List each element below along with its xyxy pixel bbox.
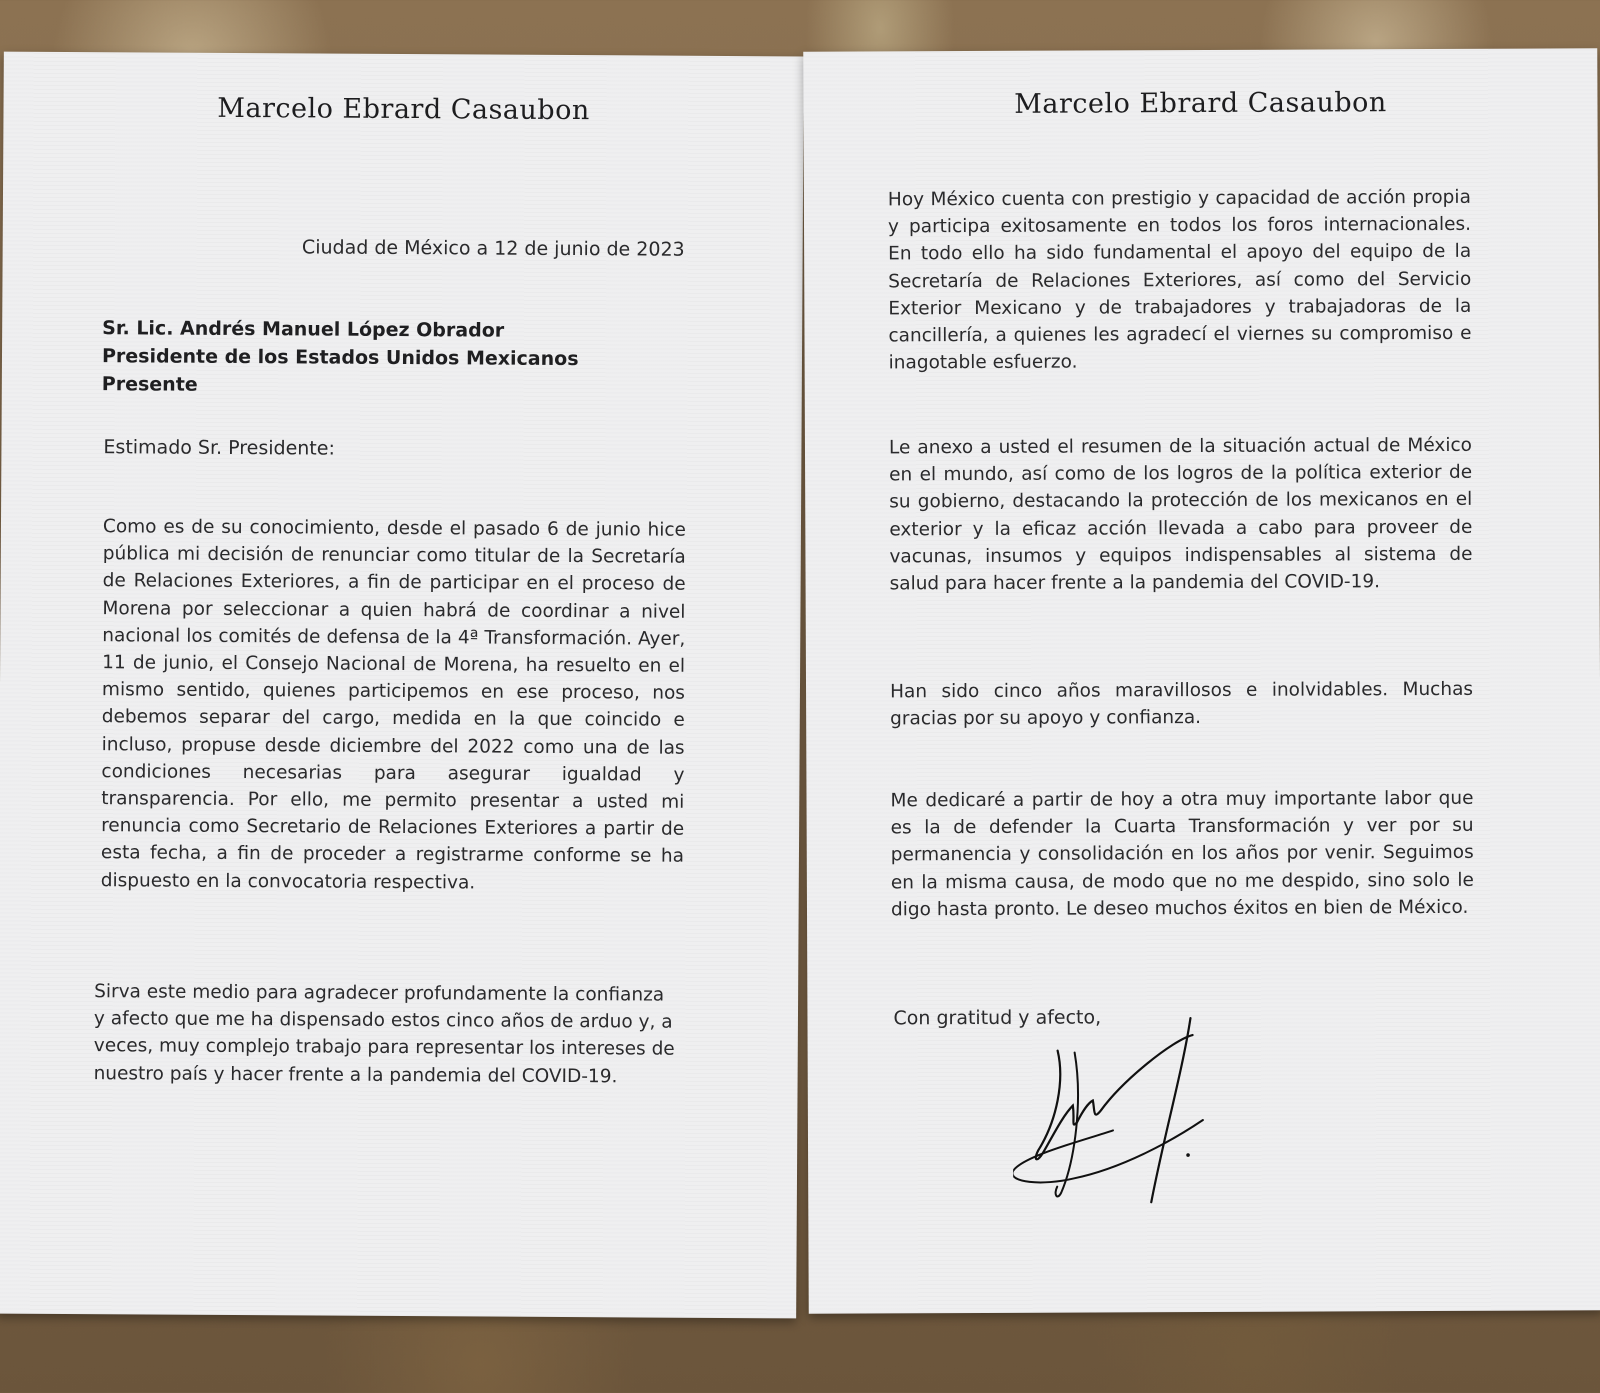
body-paragraph: Hoy México cuenta con prestigio y capacidad de acción propia y participa exitosamente en todos los foros internacionales. En todo ello ha sido fundamental el apoyo del equipo de la Secretaría de Relaciones Exteriores, así como del Servicio Exterior Mexicano y de trabajadores y trabajadoras de la cancillería, a quienes les agradecí el viernes su compromiso e inagotable esfuerzo. — [887, 186, 1472, 374]
recipient-presente: Presente — [101, 373, 198, 396]
signature-icon — [1012, 1010, 1273, 1221]
letterhead: Marcelo Ebrard Casaubon — [217, 92, 590, 127]
letter-page-1 — [0, 52, 804, 1319]
letterhead: Marcelo Ebrard Casaubon — [1014, 87, 1387, 120]
body-paragraph: Como es de su conocimiento, desde el pasado 6 de junio hice pública mi decisión de renunciar como titular de la Secretaría de Relaciones Exteriores, a fin de participar en el proceso de Morena por seleccionar a quien habrá de coordinar a nivel nacional los comités de defensa de la 4ª Transformación. Ayer, 11 de junio, el Consejo Nacional de Morena, ha resuelto en el mismo sentido, quienes participemos en ese proceso, nos debemos separar del cargo, medida en la que coincido e incluso, propuse desde diciembre del 2022 como una de las condiciones necesarias para asegurar igualdad y transparencia. Por ello, me permito presentar a usted mi renuncia como Secretario de Relaciones Exteriores a partir de esta fecha, a fin de proceder a registrarme conforme se ha dispuesto en la convocatoria respectiva. — [100, 516, 687, 894]
body-paragraph: Le anexo a usted el resumen de la situación actual de México en el mundo, así como de los logros de la política exterior de su gobierno, destacando la protección de los mexicanos en el exterior y la eficaz acción llevada a cabo para proveer de vacunas, insumos y equipos indispensables al sistema de salud para hacer frente a la pandemia del COVID-19. — [888, 434, 1473, 595]
body-paragraph: Sirva este medio para agradecer profundamente la confianza y afecto que me ha dispensado estos cinco años de arduo y, a veces, muy complejo trabajo para representar los intereses de nuestro país y hacer frente a la pandemia del COVID-19. — [93, 981, 675, 1087]
body-paragraph: Me dedicaré a partir de hoy a otra muy importante labor que es la de defender la Cuarta Transformación y ver por su permanencia y consolidación en los años por venir. Seguimos en la misma causa, de modo que no me despido, sino solo le digo hasta pronto. Le deseo muchos éxitos en bien de México. — [890, 787, 1474, 921]
closing: Con gratitud y afecto, — [893, 1006, 1102, 1030]
body-paragraph: Han sido cinco años maravillosos e inolvidables. Muchas gracias por su apoyo y confianza. — [889, 678, 1474, 730]
recipient-block — [102, 314, 579, 401]
dateline: Ciudad de México a 12 de junio de 2023 — [301, 236, 685, 261]
recipient-title: Presidente de los Estados Unidos Mexicanos — [101, 345, 579, 371]
letter-page-2 — [803, 48, 1600, 1313]
salutation: Estimado Sr. Presidente: — [103, 436, 335, 460]
recipient-name: Sr. Lic. Andrés Manuel López Obrador — [102, 317, 505, 342]
